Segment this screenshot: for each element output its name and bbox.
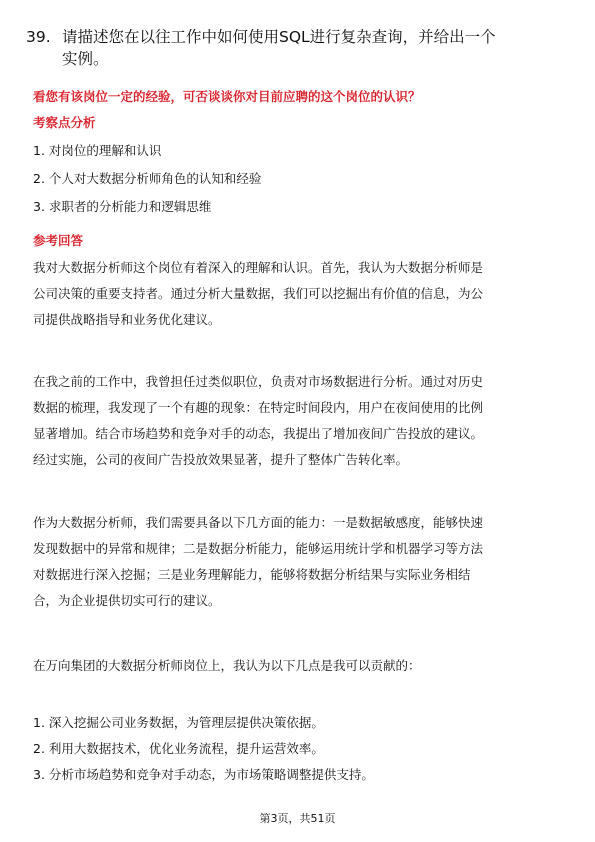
paragraph-line: 合，为企业提供切实可行的建议。 (33, 593, 221, 608)
interview-question: 看您有该岗位一定的经验，可否谈谈你对目前应聘的这个岗位的认识？ (33, 89, 421, 104)
answer-paragraph-3 (33, 510, 563, 614)
analysis-item-3: 3. 求职者的分析能力和逻辑思维 (33, 199, 212, 214)
answer-paragraph-1 (33, 255, 563, 333)
paragraph-line: 作为大数据分析师，我们需要具备以下几方面的能力：一是数据敏感度，能够快速 (33, 515, 484, 530)
analysis-item-1: 1. 对岗位的理解和认识 (33, 143, 162, 158)
paragraph-line: 发现数据中的异常和规律；二是数据分析能力，能够运用统计学和机器学习等方法 (33, 541, 484, 556)
paragraph-line: 显著增加。结合市场趋势和竞争对手的动态，我提出了增加夜间广告投放的建议。 (33, 426, 484, 441)
question-line-2: 实例。 (62, 50, 109, 68)
paragraph-line: 对数据进行深入挖掘；三是业务理解能力，能够将数据分析结果与实际业务相结 (33, 567, 471, 582)
list-item: 3. 分析市场趋势和竞争对手动态，为市场策略调整提供支持。 (33, 767, 374, 782)
analysis-item-2: 2. 个人对大数据分析师角色的认知和经验 (33, 171, 262, 186)
list-item: 1. 深入挖掘公司业务数据，为管理层提供决策依据。 (33, 715, 324, 730)
answer-heading: 参考回答 (33, 233, 84, 248)
paragraph-line: 数据的梳理，我发现了一个有趣的现象：在特定时间段内，用户在夜间使用的比例 (33, 400, 484, 415)
paragraph-line: 我对大数据分析师这个岗位有着深入的理解和认识。首先，我认为大数据分析师是 (33, 260, 484, 275)
paragraph-line: 司提供战略指导和业务优化建议。 (33, 312, 221, 327)
paragraph-line: 公司决策的重要支持者。通过分析大量数据，我们可以挖掘出有价值的信息，为公 (33, 286, 484, 301)
question-number: 39. (26, 28, 51, 46)
answer-paragraph-4 (33, 653, 563, 679)
paragraph-line: 在我之前的工作中，我曾担任过类似职位，负责对市场数据进行分析。通过对历史 (33, 374, 484, 389)
analysis-heading: 考察点分析 (33, 115, 96, 130)
paragraph-line: 经过实施，公司的夜间广告投放效果显著，提升了整体广告转化率。 (33, 452, 409, 467)
page-footer: 第3页，共51页 (259, 812, 336, 825)
list-item: 2. 利用大数据技术，优化业务流程，提升运营效率。 (33, 741, 324, 756)
answer-paragraph-2 (33, 369, 563, 473)
paragraph-line: 在万向集团的大数据分析师岗位上，我认为以下几点是我可以贡献的： (33, 658, 421, 673)
contribution-list (33, 710, 563, 788)
question-title (26, 26, 566, 70)
question-line-1: 请描述您在以往工作中如何使用SQL进行复杂查询，并给出一个 (62, 28, 496, 46)
